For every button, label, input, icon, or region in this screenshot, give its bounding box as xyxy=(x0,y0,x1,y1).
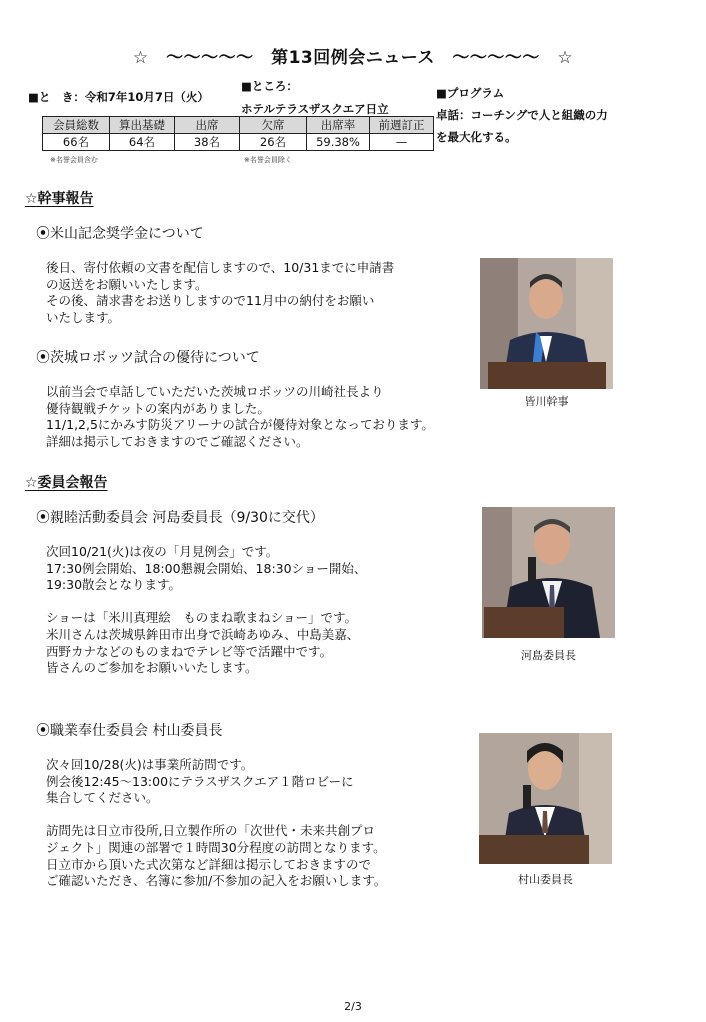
value-rate: 59.38% xyxy=(307,134,370,151)
secretary-heading: ☆幹事報告 xyxy=(25,191,94,207)
header-correction: 前週訂正 xyxy=(370,117,434,134)
secretary-photo xyxy=(480,258,613,389)
fellowship-chair-caption: 河島委員長 xyxy=(521,649,576,662)
attendance-header-row xyxy=(43,117,434,134)
note-honorary-included: ※名誉会員含む xyxy=(50,156,98,164)
attendance-value-row xyxy=(43,134,434,151)
note-honorary-excluded: ※名誉会員除く xyxy=(244,156,292,164)
value-absent: 26名 xyxy=(240,134,307,151)
header-rate: 出席率 xyxy=(307,117,370,134)
header-total-members: 会員総数 xyxy=(43,117,110,134)
committee-heading: ☆委員会報告 xyxy=(25,475,108,491)
value-total-members: 66名 xyxy=(43,134,110,151)
page-number: 2/3 xyxy=(344,1000,362,1013)
vocational-title: ⦿職業奉仕委員会 村山委員長 xyxy=(36,723,223,739)
fellowship-title: ⦿親睦活動委員会 河島委員長（9/30に交代） xyxy=(36,510,324,526)
yoneyama-body: 後日、寄付依頼の文書を配信しますので、10/31までに申請書 の返送をお願いいたします。 その後、請求書をお送りしますので11月中の納付をお願い いたします。 xyxy=(46,260,395,325)
secretary-photo-caption: 皆川幹事 xyxy=(524,395,569,408)
fellowship-chair-photo xyxy=(482,507,615,638)
header-base: 算出基礎 xyxy=(110,117,175,134)
meeting-place: ホテルテラスザスクエア日立 xyxy=(241,102,389,116)
meeting-date: ■と き：令和7年10月7日（火） xyxy=(28,90,209,104)
robots-body: 以前当会で卓話していただいた茨城ロボッツの川崎社長より 優待観戦チケットの案内がありました。 11/1,2,5にかみす防災アリーナの試合が優待対象となっております。 詳細は掲示しておきますのでご確認ください。 xyxy=(46,384,434,449)
header-absent: 欠席 xyxy=(240,117,307,134)
program-line-1: 卓話：コーチングで人と組織の力 xyxy=(436,108,608,122)
vocational-chair-photo xyxy=(479,733,612,864)
value-present: 38名 xyxy=(175,134,240,151)
vocational-body: 次々回10/28(火)は事業所訪問です。 例会後12:45〜13:00にテラスザスクエア１階ロビーに 集合してください。 訪問先は日立市役所,日立製作所の「次世代・未来共創プロ ジェクト」関連の部署で１時間30分程度の訪問となります。 日立市から頂いた式次第など詳細は掲示しておきますので ご確認いただき、名簿に参加/不参加の記入をお願いします。 xyxy=(46,757,387,889)
vocational-chair-caption: 村山委員長 xyxy=(518,873,573,886)
value-base: 64名 xyxy=(110,134,175,151)
newsletter-title: ☆ 〜〜〜〜〜 第13回例会ニュース 〜〜〜〜〜 ☆ xyxy=(132,48,574,68)
yoneyama-title: ⦿米山記念奨学金について xyxy=(36,226,204,242)
value-correction: — xyxy=(370,134,434,151)
meeting-place-label: ■ところ： xyxy=(241,79,298,93)
program-label: ■プログラム xyxy=(436,86,505,100)
robots-title: ⦿茨城ロボッツ試合の優待について xyxy=(36,350,260,366)
program-line-2: を最大化する。 xyxy=(436,130,517,144)
fellowship-body: 次回10/21(火)は夜の「月見例会」です。 17:30例会開始、18:00懇親会開始、18:30ショー開始、 19:30散会となります。 ショーは「米川真理絵 ものまね歌まねショー」です。 米川さんは茨城県鉾田市出身で浜崎あゆみ、中島美嘉、 西野カナなどのものまねでテレビ等で活躍中です。 皆さんのご参加をお願いいたします。 xyxy=(46,544,367,676)
header-present: 出席 xyxy=(175,117,240,134)
attendance-table xyxy=(42,116,434,151)
